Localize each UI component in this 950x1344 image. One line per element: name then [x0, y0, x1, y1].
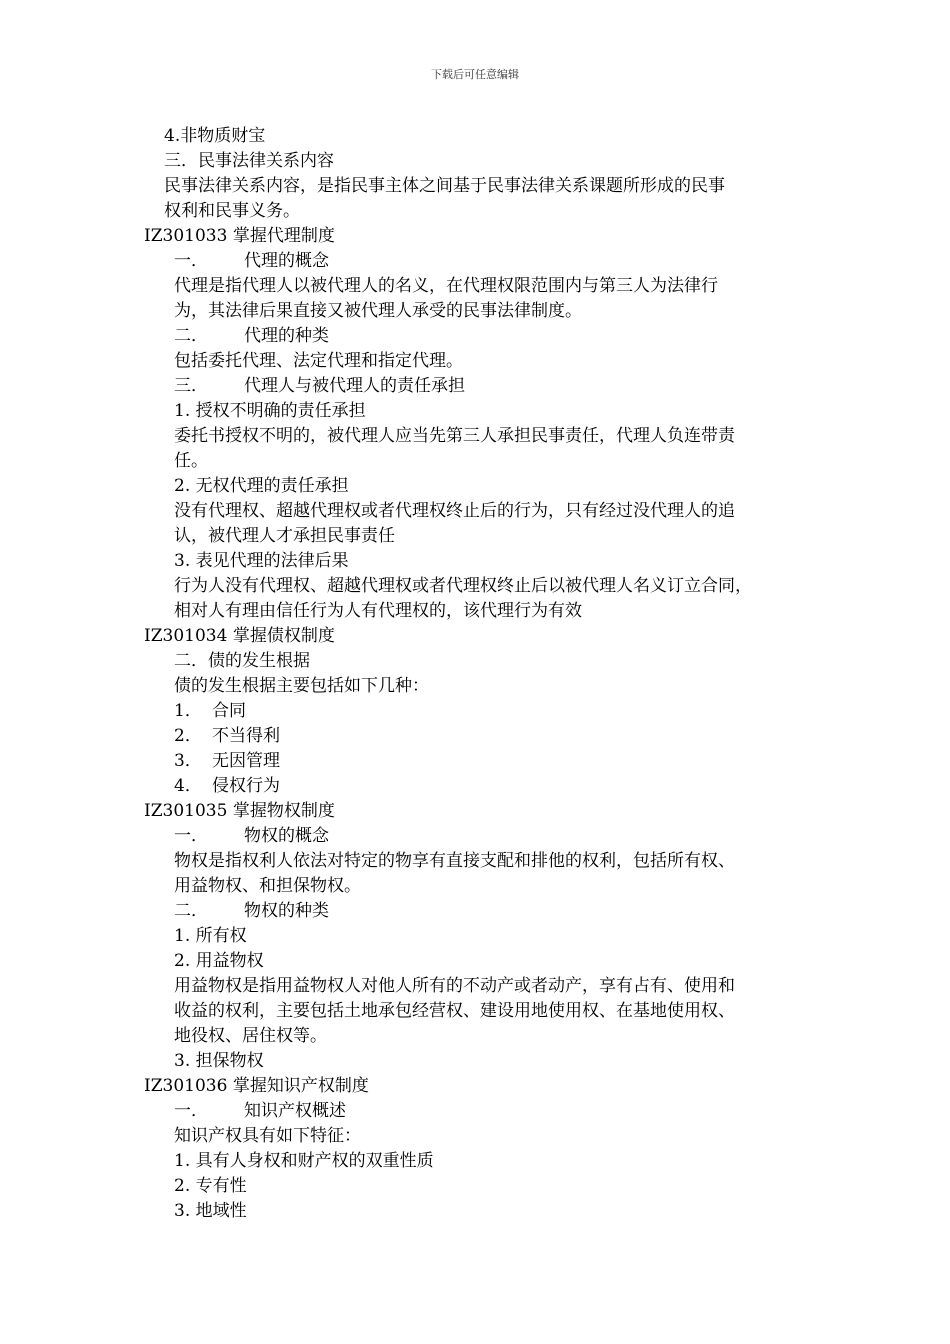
list-item [174, 724, 280, 749]
section-title: 代理人与被代理人的责任承担 [244, 376, 465, 396]
chapter-heading: IZ301035 掌握物权制度 [144, 801, 335, 821]
paragraph-line: 地役权、居住权等。 [174, 1026, 327, 1046]
section-number: 二． [174, 901, 208, 921]
list-item: 2. 无权代理的责任承担 [174, 476, 349, 496]
paragraph-line: 相对人有理由信任行为人有代理权的，该代理行为有效 [174, 601, 582, 621]
list-item: 2. 专有性 [174, 1176, 247, 1196]
list-text: 不当得利 [212, 726, 280, 746]
list-item: 3. 表见代理的法律后果 [174, 551, 349, 571]
section-number: 一． [174, 1101, 208, 1121]
section-heading [174, 374, 465, 399]
section-number: 二． [174, 326, 208, 346]
paragraph-line: 为，其法律后果直接又被代理人承受的民事法律制度。 [174, 301, 582, 321]
section-title: 代理的概念 [244, 251, 329, 271]
section-heading [174, 324, 329, 349]
paragraph-line: 用益物权是指用益物权人对他人所有的不动产或者动产，享有占有、使用和 [174, 976, 735, 996]
section-number: 三． [174, 376, 208, 396]
paragraph-line: 包括委托代理、法定代理和指定代理。 [174, 351, 463, 371]
list-item [174, 774, 280, 799]
chapter-heading: IZ301033 掌握代理制度 [144, 226, 335, 246]
chapter-heading: IZ301034 掌握债权制度 [144, 626, 335, 646]
paragraph-line: 没有代理权、超越代理权或者代理权终止后的行为，只有经过没代理人的追 [174, 501, 735, 521]
list-item: 1. 所有权 [174, 926, 247, 946]
section-heading: 二．债的发生根据 [174, 651, 310, 671]
section-title: 物权的概念 [244, 826, 329, 846]
list-text: 合同 [212, 701, 246, 721]
list-item: 2. 用益物权 [174, 951, 264, 971]
list-text: 无因管理 [212, 751, 280, 771]
paragraph-line: 认，被代理人才承担民事责任 [174, 526, 395, 546]
paragraph-line: 行为人没有代理权、超越代理权或者代理权终止后以被代理人名义订立合同， [174, 576, 752, 596]
chapter-heading: IZ301036 掌握知识产权制度 [144, 1076, 369, 1096]
paragraph-line: 物权是指权利人依法对特定的物享有直接支配和排他的权利，包括所有权、 [174, 851, 735, 871]
list-item: 1. 具有人身权和财产权的双重性质 [174, 1151, 434, 1171]
section-number: 一． [174, 251, 208, 271]
list-item: 3. 地域性 [174, 1201, 247, 1221]
section-heading [174, 824, 329, 849]
paragraph-line: 知识产权具有如下特征： [174, 1126, 361, 1146]
paragraph-line: 收益的权利，主要包括土地承包经营权、建设用地使用权、在基地使用权、 [174, 1001, 735, 1021]
section-title: 代理的种类 [244, 326, 329, 346]
list-number: 2． [174, 726, 202, 746]
list-item: 3. 担保物权 [174, 1051, 264, 1071]
section-number: 一． [174, 826, 208, 846]
list-item: 4.非物质财宝 [164, 126, 266, 146]
list-number: 4． [174, 776, 202, 796]
section-heading [174, 899, 329, 924]
list-number: 3． [174, 751, 202, 771]
section-title: 物权的种类 [244, 901, 329, 921]
paragraph-line: 权利和民事义务。 [164, 201, 300, 221]
list-item [174, 699, 246, 724]
section-heading: 三．民事法律关系内容 [164, 151, 334, 171]
page-header: 下载后可任意编辑 [431, 68, 519, 81]
paragraph-line: 用益物权、和担保物权。 [174, 876, 361, 896]
list-item: 1. 授权不明确的责任承担 [174, 401, 366, 421]
paragraph-line: 委托书授权不明的，被代理人应当先第三人承担民事责任，代理人负连带责 [174, 426, 735, 446]
paragraph-line: 民事法律关系内容，是指民事主体之间基于民事法律关系课题所形成的民事 [164, 176, 725, 196]
list-text: 侵权行为 [212, 776, 280, 796]
list-number: 1． [174, 701, 202, 721]
section-heading [174, 1099, 346, 1124]
paragraph-line: 债的发生根据主要包括如下几种： [174, 676, 429, 696]
section-title: 知识产权概述 [244, 1101, 346, 1121]
section-heading [174, 249, 329, 274]
paragraph-line: 代理是指代理人以被代理人的名义，在代理权限范围内与第三人为法律行 [174, 276, 718, 296]
paragraph-line: 任。 [174, 451, 208, 471]
list-item [174, 749, 280, 774]
